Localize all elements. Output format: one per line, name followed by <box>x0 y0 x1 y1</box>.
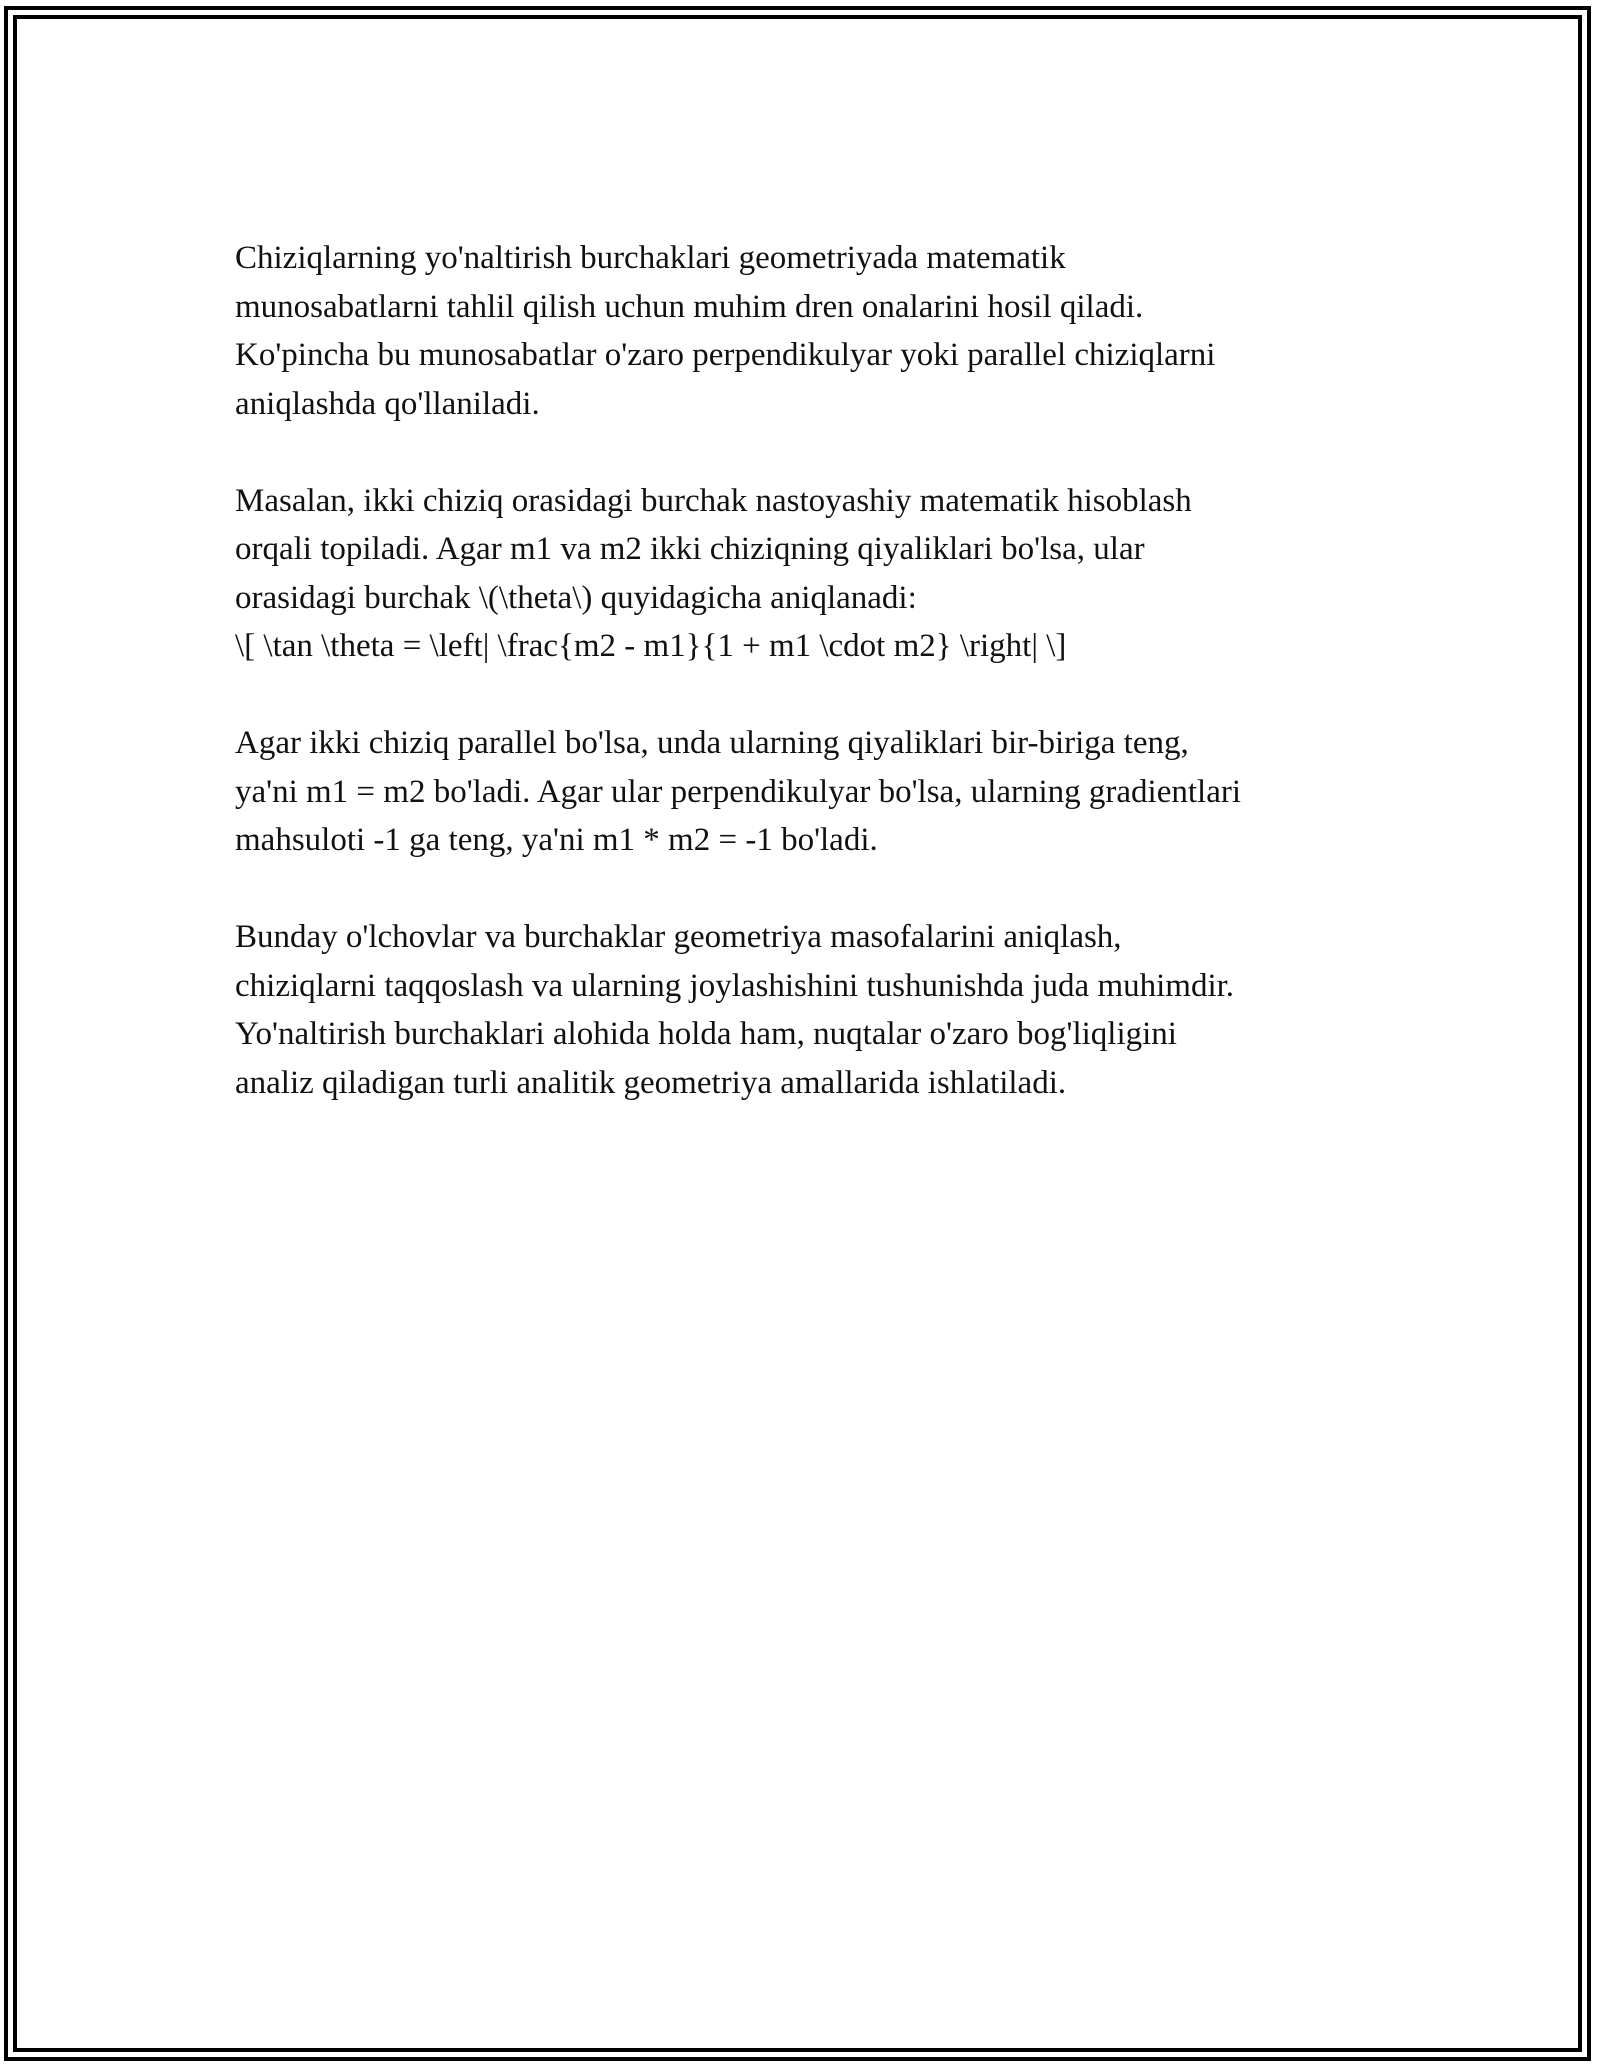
text-line: Agar ikki chiziq parallel bo'lsa, unda ularning qiyaliklari bir-biriga teng, <box>235 725 1189 761</box>
text-line: aniqlashda qo'llaniladi. <box>235 385 540 422</box>
text-line: Ko'pincha bu munosabatlar o'zaro perpendikulyar yoki parallel chiziqlarni <box>235 337 1216 373</box>
text-line: Bunday o'lchovlar va burchaklar geometriya masofalarini aniqlash, <box>235 919 1122 955</box>
text-line: mahsuloti -1 ga teng, ya'ni m1 * m2 = -1 bo'ladi. <box>235 822 878 858</box>
text-line: analiz qiladigan turli analitik geometriya amallarida ishlatiladi. <box>235 1064 1067 1101</box>
text-line: Masalan, ikki chiziq orasidagi burchak nastoyashiy matematik hisoblash <box>235 482 1192 519</box>
paragraph-intro <box>235 234 1375 428</box>
text-line: orqali topiladi. Agar m1 va m2 ikki chiziqning qiyaliklari bo'lsa, ular <box>235 531 1145 567</box>
text-line: orasidagi burchak \(\theta\) quyidagicha aniqlanadi: <box>235 579 917 616</box>
text-line: chiziqlarni taqqoslash va ularning joylashishini tushunishda juda muhimdir. <box>235 967 1235 1004</box>
text-line: Chiziqlarning yo'naltirish burchaklari geometriyada matematik <box>235 240 1066 276</box>
paragraph-parallel-perpendicular <box>235 719 1375 865</box>
text-line: ya'ni m1 = m2 bo'ladi. Agar ular perpendikulyar bo'lsa, ularning gradientlari <box>235 773 1242 810</box>
text-line: munosabatlarni tahlil qilish uchun muhim dren onalarini hosil qiladi. <box>235 288 1144 325</box>
paragraph-conclusion <box>235 913 1375 1107</box>
document-body <box>235 234 1375 1156</box>
paragraph-angle-formula <box>235 477 1375 671</box>
text-line: Yo'naltirish burchaklari alohida holda ham, nuqtalar o'zaro bog'liqligini <box>235 1016 1177 1052</box>
formula-line: \[ \tan \theta = \left| \frac{m2 - m1}{1 + m1 \cdot m2} \right| \] <box>235 628 1067 664</box>
